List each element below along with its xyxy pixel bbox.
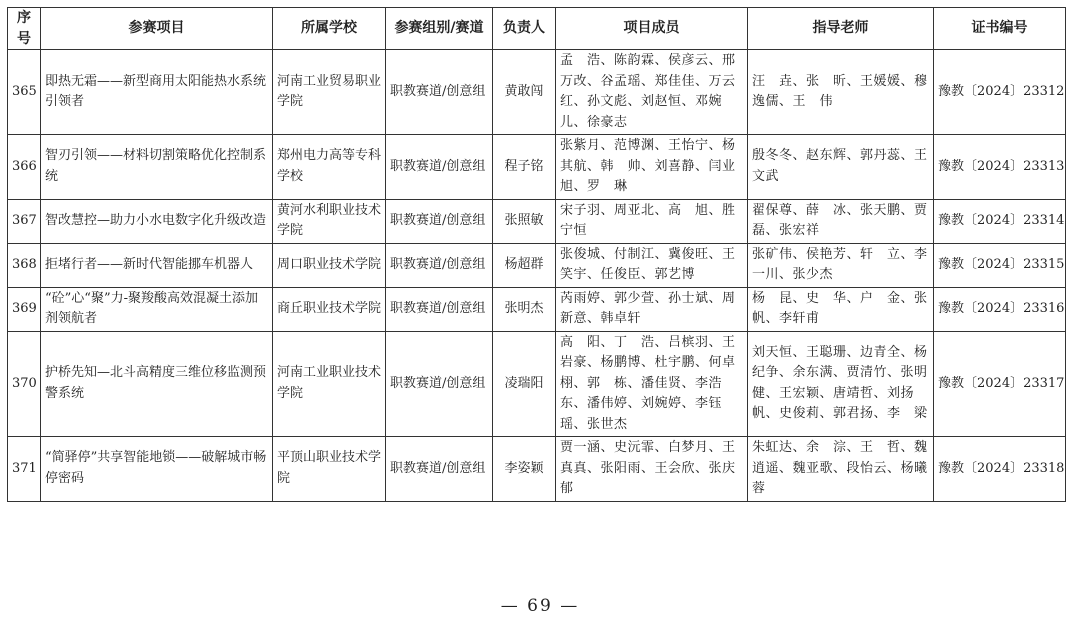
cell-project: 智改慧控—助力小水电数字化升级改造	[41, 199, 273, 243]
table-header-row	[8, 8, 1066, 50]
cell-project: 护桥先知—北斗高精度三维位移监测预警系统	[41, 331, 273, 437]
table-row	[8, 331, 1066, 437]
cell-seq: 368	[8, 243, 41, 287]
cell-members: 贾一涵、史沅霏、白梦月、王真真、张阳雨、王会欣、张庆郁	[556, 437, 748, 502]
page-number: — 69 —	[500, 596, 580, 616]
cell-project: 即热无霜——新型商用太阳能热水系统引领者	[41, 50, 273, 135]
cell-school: 周口职业技术学院	[273, 243, 386, 287]
cell-cert: 豫教〔2024〕23313	[934, 135, 1066, 200]
table-row	[8, 199, 1066, 243]
cell-cert: 豫教〔2024〕23317	[934, 331, 1066, 437]
cell-seq: 369	[8, 287, 41, 331]
cell-project: 智刃引领——材料切割策略优化控制系统	[41, 135, 273, 200]
cell-seq: 366	[8, 135, 41, 200]
cell-members: 芮雨婷、郭少萱、孙士斌、周新意、韩卓轩	[556, 287, 748, 331]
cell-school: 商丘职业技术学院	[273, 287, 386, 331]
cell-track: 职教赛道/创意组	[386, 287, 493, 331]
cell-teachers: 汪 垚、张 昕、王媛媛、穆逸儒、王 伟	[748, 50, 934, 135]
table-row	[8, 50, 1066, 135]
cell-teachers: 殷冬冬、赵东辉、郭丹蕊、王文武	[748, 135, 934, 200]
cell-members: 张紫月、范博渊、王怡宁、杨其航、韩 帅、刘喜静、闫业旭、罗 琳	[556, 135, 748, 200]
cell-cert: 豫教〔2024〕23316	[934, 287, 1066, 331]
cell-project: 拒堵行者——新时代智能挪车机器人	[41, 243, 273, 287]
cell-leader: 程子铭	[493, 135, 556, 200]
header-school: 所属学校	[273, 8, 386, 50]
award-table	[7, 7, 1066, 502]
header-leader: 负责人	[493, 8, 556, 50]
cell-school: 黄河水利职业技术学院	[273, 199, 386, 243]
cell-seq: 365	[8, 50, 41, 135]
header-members: 项目成员	[556, 8, 748, 50]
cell-leader: 杨超群	[493, 243, 556, 287]
cell-leader: 张明杰	[493, 287, 556, 331]
header-cert: 证书编号	[934, 8, 1066, 50]
header-seq: 序号	[8, 8, 41, 50]
cell-track: 职教赛道/创意组	[386, 331, 493, 437]
cell-cert: 豫教〔2024〕23314	[934, 199, 1066, 243]
cell-teachers: 杨 昆、史 华、户 金、张 帆、李轩甫	[748, 287, 934, 331]
cell-seq: 371	[8, 437, 41, 502]
cell-members: 宋子羽、周亚北、高 旭、胜宁恒	[556, 199, 748, 243]
cell-track: 职教赛道/创意组	[386, 199, 493, 243]
cell-members: 张俊城、付制江、冀俊旺、王笑宇、任俊臣、郭艺博	[556, 243, 748, 287]
cell-cert: 豫教〔2024〕23315	[934, 243, 1066, 287]
cell-teachers: 朱虹达、余 淙、王 哲、魏逍遥、魏亚歌、段怡云、杨曦蓉	[748, 437, 934, 502]
header-project: 参赛项目	[41, 8, 273, 50]
cell-cert: 豫教〔2024〕23318	[934, 437, 1066, 502]
cell-teachers: 翟保尊、薛 冰、张天鹏、贾 磊、张宏祥	[748, 199, 934, 243]
cell-track: 职教赛道/创意组	[386, 50, 493, 135]
table-row	[8, 287, 1066, 331]
table-row	[8, 437, 1066, 502]
header-teachers: 指导老师	[748, 8, 934, 50]
cell-teachers: 刘天恒、王聪珊、边青全、杨纪争、余东满、贾清竹、张明健、王宏颖、唐靖哲、刘扬帆、史俊莉、郭君扬、李 梁	[748, 331, 934, 437]
cell-leader: 李姿颖	[493, 437, 556, 502]
table-row	[8, 135, 1066, 200]
cell-leader: 张照敏	[493, 199, 556, 243]
cell-leader: 黄敢闯	[493, 50, 556, 135]
cell-leader: 凌瑞阳	[493, 331, 556, 437]
header-track: 参赛组别/赛道	[386, 8, 493, 50]
cell-seq: 370	[8, 331, 41, 437]
cell-teachers: 张矿伟、侯艳芳、轩 立、李一川、张少杰	[748, 243, 934, 287]
cell-project: “砼”心“聚”力-聚羧酸高效混凝土添加剂领航者	[41, 287, 273, 331]
cell-school: 郑州电力高等专科学校	[273, 135, 386, 200]
cell-track: 职教赛道/创意组	[386, 437, 493, 502]
table-row	[8, 243, 1066, 287]
cell-school: 河南工业贸易职业学院	[273, 50, 386, 135]
cell-cert: 豫教〔2024〕23312	[934, 50, 1066, 135]
cell-members: 高 阳、丁 浩、吕槟羽、王岩豪、杨鹏博、杜宇鹏、何卓栩、郭 栋、潘佳贤、李浩东、潘伟婷、刘婉婷、李钰瑶、张世杰	[556, 331, 748, 437]
cell-school: 平顶山职业技术学院	[273, 437, 386, 502]
cell-track: 职教赛道/创意组	[386, 243, 493, 287]
cell-project: “简驿停”共享智能地锁——破解城市畅停密码	[41, 437, 273, 502]
cell-track: 职教赛道/创意组	[386, 135, 493, 200]
cell-seq: 367	[8, 199, 41, 243]
cell-school: 河南工业职业技术学院	[273, 331, 386, 437]
cell-members: 孟 浩、陈韵霖、侯彦云、邢万改、谷孟瑶、郑佳佳、万云红、孙文彪、刘赵恒、邓婉儿、徐豪志	[556, 50, 748, 135]
